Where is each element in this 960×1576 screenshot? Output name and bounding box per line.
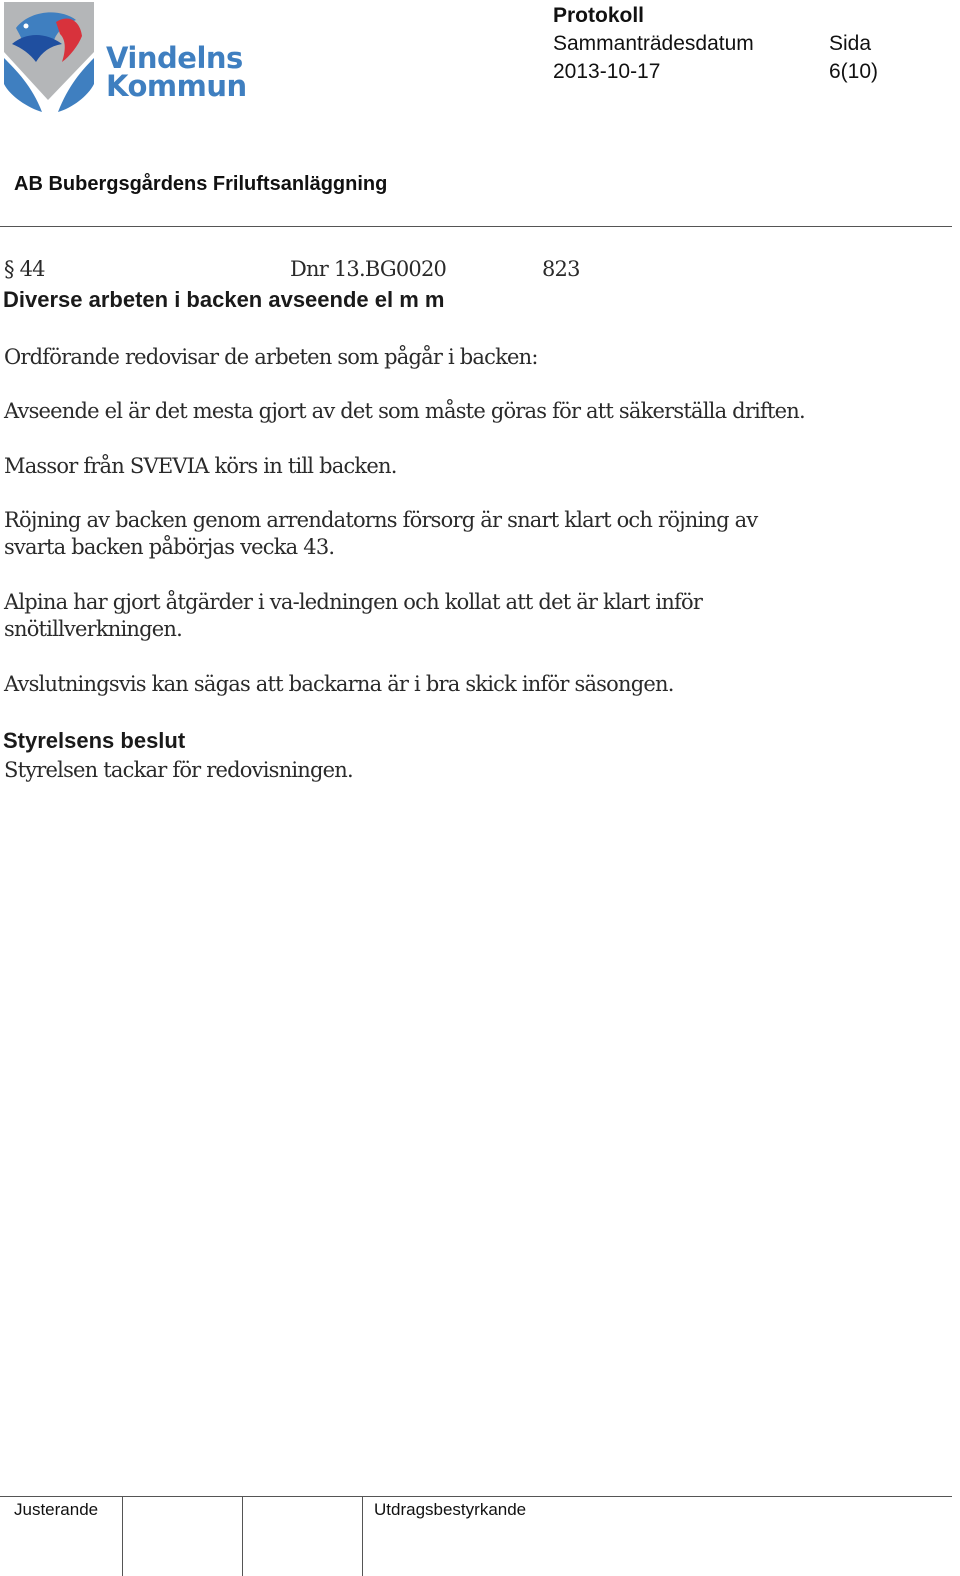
document-type: Protokoll [553, 4, 645, 27]
decision-heading: Styrelsens beslut [3, 728, 186, 753]
header-divider [0, 226, 952, 227]
logo-line-2: Kommun [106, 69, 247, 103]
paragraph: Avslutningsvis kan sägas att backarna är i bra skick inför säsongen. [4, 672, 674, 696]
footer-divider [0, 1496, 952, 1497]
signature-box-divider [242, 1496, 243, 1576]
meeting-date-label: Sammanträdesdatum [553, 32, 754, 55]
page-number: 6(10) [829, 60, 879, 83]
paragraph: svarta backen påbörjas vecka 43. [4, 535, 335, 559]
logo-line-1: Vindelns [106, 41, 243, 75]
fish-shield-icon [2, 0, 102, 118]
paragraph: snötillverkningen. [4, 617, 183, 641]
paragraph: Avseende el är det mesta gjort av det som måste göras för att säkerställa driften. [4, 399, 805, 423]
paragraph: Massor från SVEVIA körs in till backen. [4, 454, 397, 478]
signature-box-divider [362, 1496, 363, 1576]
paragraph: Ordförande redovisar de arbeten som pågår i backen: [4, 345, 538, 369]
case-number: 823 [542, 257, 580, 281]
organization-name: AB Bubergsgårdens Friluftsanläggning [14, 173, 388, 195]
extract-certification-label: Utdragsbestyrkande [374, 1500, 527, 1519]
page-label: Sida [829, 32, 872, 55]
meeting-date-value: 2013-10-17 [553, 60, 661, 83]
paragraph: Alpina har gjort åtgärder i va-ledningen och kollat att det är klart inför [4, 590, 703, 614]
diary-number: Dnr 13.BG0020 [290, 257, 447, 281]
decision-text: Styrelsen tackar för redovisningen. [4, 758, 353, 782]
section-number: § 44 [4, 257, 45, 281]
logo-wordmark [106, 41, 247, 103]
paragraph: Röjning av backen genom arrendatorns försorg är snart klart och röjning av [4, 508, 758, 532]
adjuster-label: Justerande [14, 1500, 99, 1519]
municipality-logo [2, 0, 247, 118]
item-title: Diverse arbeten i backen avseende el m m [3, 287, 445, 312]
signature-box-divider [122, 1496, 123, 1576]
